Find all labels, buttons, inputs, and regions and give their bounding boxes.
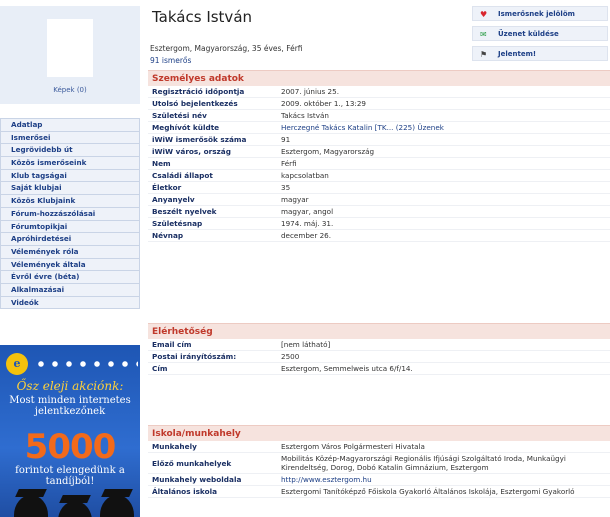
- info-value: 91: [281, 135, 291, 144]
- action-label: Üzenet küldése: [498, 30, 559, 38]
- info-row: [148, 486, 610, 498]
- ad-banner[interactable]: [0, 345, 140, 517]
- nav-item[interactable]: Évről évre (béta): [0, 271, 140, 284]
- info-label: Névnap: [152, 231, 184, 240]
- personal-data-section: [148, 70, 610, 242]
- info-label: Meghívót küldte: [152, 123, 220, 132]
- banner-number: 5000: [24, 427, 116, 467]
- graduate-figure: [58, 501, 92, 517]
- nav-item[interactable]: Saját klubjai: [0, 182, 140, 195]
- info-row: [148, 441, 610, 453]
- page-title: Takács István: [152, 8, 253, 26]
- nav-item[interactable]: Közös ismerőseink: [0, 157, 140, 170]
- info-label: Általános iskola: [152, 487, 218, 496]
- photo-box: [0, 6, 140, 104]
- action-panel: [472, 6, 608, 66]
- nav-item[interactable]: Fórumtopikjai: [0, 221, 140, 234]
- nav-item[interactable]: Fórum-hozzászólásai: [0, 208, 140, 221]
- profile-subtitle: Esztergom, Magyarország, 35 éves, Férfi: [150, 44, 303, 53]
- action-label: Ismerősnek jelölöm: [498, 10, 575, 18]
- info-row: [148, 453, 610, 474]
- info-label: Utolsó bejelentkezés: [152, 99, 238, 108]
- info-row: [148, 474, 610, 486]
- nav-item[interactable]: Klub tagságai: [0, 170, 140, 183]
- info-label: Munkahely: [152, 442, 197, 451]
- info-label: Beszélt nyelvek: [152, 207, 217, 216]
- info-link[interactable]: http://www.esztergom.hu: [281, 475, 372, 484]
- contact-section: [148, 323, 610, 375]
- nav-item[interactable]: Vélemények általa: [0, 259, 140, 272]
- info-label: Email cím: [152, 340, 192, 349]
- info-label: Postai irányítószám:: [152, 352, 237, 361]
- info-label: Előző munkahelyek: [152, 458, 232, 468]
- add-friend-button[interactable]: [472, 6, 608, 21]
- nav-item[interactable]: Alkalmazásai: [0, 284, 140, 297]
- banner-headline: Ősz eleji akciónk:: [16, 379, 124, 393]
- sidebar: [0, 0, 140, 517]
- info-value: 1974. máj. 31.: [281, 219, 334, 228]
- info-label: Cím: [152, 364, 168, 373]
- info-row: [148, 182, 610, 194]
- info-row: [148, 86, 610, 98]
- nav-item[interactable]: Legrövidebb út: [0, 144, 140, 157]
- info-label: iWiW város, ország: [152, 147, 231, 156]
- info-value: magyar: [281, 195, 309, 204]
- info-value: magyar, angol: [281, 207, 334, 216]
- send-message-button[interactable]: [472, 26, 608, 41]
- profile-photo[interactable]: [47, 19, 93, 77]
- envelope-icon: ✉: [480, 30, 487, 39]
- photos-link[interactable]: Képek (0): [53, 86, 87, 94]
- info-label: Anyanyelv: [152, 195, 195, 204]
- nav-item[interactable]: Vélemények róla: [0, 246, 140, 259]
- info-value: [nem látható]: [281, 340, 331, 349]
- info-row: [148, 194, 610, 206]
- info-row: [148, 170, 610, 182]
- info-value: Takács István: [281, 111, 329, 120]
- info-row: [148, 98, 610, 110]
- nav-item[interactable]: Apróhirdetései: [0, 233, 140, 246]
- banner-text: Most minden internetes jelentkezőnek: [9, 395, 131, 417]
- profile-main: [148, 0, 610, 517]
- info-row: [148, 339, 610, 351]
- info-row: [148, 218, 610, 230]
- info-value: 2009. október 1., 13:29: [281, 99, 367, 108]
- info-value: Férfi: [281, 159, 297, 168]
- banner-dots: [34, 359, 138, 369]
- info-label: Regisztráció időpontja: [152, 87, 245, 96]
- banner-text-2: forintot elengedünk a tandíjból!: [15, 465, 125, 487]
- info-label: Születési név: [152, 111, 207, 120]
- info-label: Munkahely weboldala: [152, 475, 242, 484]
- info-value: Esztergom Város Polgármesteri Hivatala: [281, 442, 425, 451]
- profile-nav: [0, 118, 140, 309]
- report-button[interactable]: [472, 46, 608, 61]
- info-row: [148, 230, 610, 242]
- nav-item[interactable]: Ismerősei: [0, 132, 140, 145]
- info-label: Életkor: [152, 183, 182, 192]
- info-value: Esztergom, Semmelweis utca 6/f/14.: [281, 364, 413, 373]
- info-row: [148, 351, 610, 363]
- friends-link[interactable]: 91 ismerős: [150, 56, 192, 65]
- action-label: Jelentem!: [498, 50, 537, 58]
- flag-icon: ⚑: [480, 50, 488, 59]
- nav-item[interactable]: Adatlap: [0, 119, 140, 132]
- info-value: kapcsolatban: [281, 171, 329, 180]
- graduate-figure: [14, 495, 48, 517]
- info-value: Mobilitás Közép-Magyarországi Regionális Ifjúsági Szolgáltató Iroda, Munkaügyi Kirendeltség, Dorog, Dobó Katalin Gimnázium, Esztergom: [281, 454, 566, 472]
- info-label: Nem: [152, 159, 171, 168]
- section-header: Elérhetőség: [148, 323, 610, 339]
- info-value: Esztergom, Magyarország: [281, 147, 375, 156]
- info-value: 2007. június 25.: [281, 87, 339, 96]
- nav-item[interactable]: Közös Klubjaink: [0, 195, 140, 208]
- section-header: Iskola/munkahely: [148, 425, 610, 441]
- info-link[interactable]: Herczegné Takács Katalin [TK... (225) Üzenek: [281, 123, 444, 132]
- nav-item[interactable]: Videók: [0, 297, 140, 310]
- school-work-section: [148, 425, 610, 498]
- info-value: Esztergomi Tanítóképző Főiskola Gyakorló Általános Iskolája, Esztergomi Gyakorló: [281, 487, 575, 496]
- info-value: december 26.: [281, 231, 332, 240]
- info-row: [148, 122, 610, 134]
- info-row: [148, 158, 610, 170]
- info-label: Születésnap: [152, 219, 203, 228]
- banner-logo: e: [6, 353, 28, 375]
- heart-icon: ♥: [480, 10, 488, 19]
- info-value: 2500: [281, 352, 300, 361]
- info-value: 35: [281, 183, 291, 192]
- info-row: [148, 110, 610, 122]
- info-row: [148, 146, 610, 158]
- info-label: iWiW ismerősök száma: [152, 135, 247, 144]
- section-header: Személyes adatok: [148, 70, 610, 86]
- info-label: Családi állapot: [152, 171, 213, 180]
- info-row: [148, 206, 610, 218]
- graduate-figure: [100, 495, 134, 517]
- info-row: [148, 134, 610, 146]
- info-row: [148, 363, 610, 375]
